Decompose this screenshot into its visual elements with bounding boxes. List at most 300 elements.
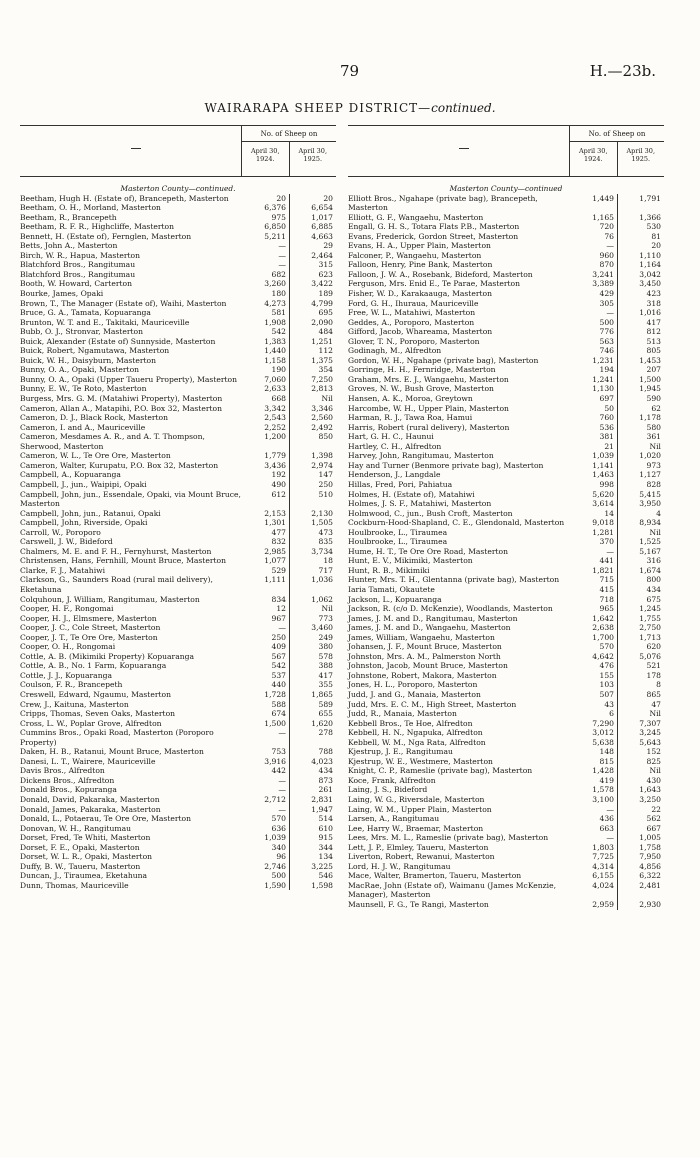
table-row bbox=[348, 241, 664, 251]
table-row bbox=[348, 728, 664, 738]
owner-name: Falloon, Henry, Pine Bank, Masterton bbox=[348, 260, 493, 270]
table-row bbox=[348, 375, 664, 385]
owner-name: James, J. M. and D., Wangaehu, Masterton bbox=[348, 623, 511, 633]
sheep-1924: 6 bbox=[609, 709, 614, 719]
sheep-1924: 3,436 bbox=[264, 460, 286, 470]
sheep-1924: 570 bbox=[599, 642, 614, 652]
owner-name: Campbell, John, Riverside, Opaki bbox=[20, 518, 148, 528]
sheep-1925: 62 bbox=[617, 404, 664, 414]
sheep-1925: 29 bbox=[289, 241, 336, 251]
table-row bbox=[348, 260, 664, 270]
sheep-1924: — bbox=[278, 241, 286, 251]
sheep-1925: 6,885 bbox=[289, 222, 336, 232]
sheep-1924: 967 bbox=[271, 613, 286, 623]
table-row bbox=[20, 203, 336, 213]
owner-name: Betts, John A., Masterton bbox=[20, 241, 118, 251]
sheep-1925: 1,791 bbox=[617, 194, 664, 213]
owner-name: Booth, W. Howard, Carterton bbox=[20, 279, 132, 289]
owner-name: Beetham, R. F. R., Highcliffe, Masterton bbox=[20, 222, 175, 232]
table-row bbox=[348, 404, 664, 414]
owner-name: Cameron, W. L., Te Ore Ore, Masterton bbox=[20, 451, 171, 461]
owner-name: Laing, W. M., Upper Plain, Masterton bbox=[348, 804, 492, 814]
sheep-1924: 250 bbox=[271, 632, 286, 642]
sheep-1924: 1,039 bbox=[592, 451, 614, 461]
sheep-1924: 746 bbox=[599, 346, 614, 356]
table-row bbox=[348, 862, 664, 872]
sheep-1924: 3,260 bbox=[264, 279, 286, 289]
sheep-1925: Nil bbox=[289, 604, 336, 614]
owner-name: Kjestrup, W. E., Westmere, Masterton bbox=[348, 756, 493, 766]
table-row bbox=[20, 661, 336, 671]
sheep-1924: 340 bbox=[271, 842, 286, 852]
sheep-1925: 3,422 bbox=[289, 279, 336, 289]
owner-name: Graham, Mrs. E. J., Wangaehu, Masterton bbox=[348, 374, 509, 384]
sheep-1924: 998 bbox=[599, 479, 614, 489]
sheep-1924: 1,821 bbox=[592, 565, 614, 575]
table-row bbox=[20, 728, 336, 747]
owner-name: Harvey, John, Rangitumau, Masterton bbox=[348, 451, 494, 461]
sheep-1925: 47 bbox=[617, 700, 664, 710]
owner-name: Free, W. L., Matahiwi, Masterton bbox=[348, 308, 476, 318]
sheep-1925: 510 bbox=[289, 490, 336, 509]
table-row bbox=[20, 461, 336, 471]
owner-name: Kebbell, H. N., Ngapuka, Alfredton bbox=[348, 728, 483, 738]
sheep-1924: — bbox=[278, 775, 286, 785]
table-row bbox=[20, 633, 336, 643]
sheep-1924: 718 bbox=[599, 594, 614, 604]
owner-name: Cottle, A. B., No. 1 Farm, Kopuaranga bbox=[20, 661, 167, 671]
sheep-1925: 578 bbox=[289, 652, 336, 662]
sheep-1924: 1,165 bbox=[592, 212, 614, 222]
table-row bbox=[20, 423, 336, 433]
owner-name: Bunny, E. W., Te Roto, Masterton bbox=[20, 384, 147, 394]
sheep-1925: 134 bbox=[289, 852, 336, 862]
sheep-1925: 5,076 bbox=[617, 652, 664, 662]
sheep-1924: 76 bbox=[604, 231, 614, 241]
table-row bbox=[20, 604, 336, 614]
owner-name: Hillas, Fred, Pori, Pahiatua bbox=[348, 479, 453, 489]
table-row bbox=[20, 680, 336, 690]
year-1924-header: April 30, 1924. bbox=[578, 147, 608, 163]
owner-name: Cottle, A. B. (Mikimiki Property) Kopuaranga bbox=[20, 651, 194, 661]
owner-name: Colquhoun, J. William, Rangitumau, Masterton bbox=[20, 594, 200, 604]
owner-name: Johnston, Jacob, Mount Bruce, Masterton bbox=[348, 661, 508, 671]
table-row bbox=[20, 289, 336, 299]
table-row bbox=[20, 642, 336, 652]
sheep-1925: 417 bbox=[617, 318, 664, 328]
sheep-1925: 5,643 bbox=[617, 738, 664, 748]
sheep-1924: 507 bbox=[599, 689, 614, 699]
owner-name: Groves, N. W., Bush Grove, Masterton bbox=[348, 384, 494, 394]
table-row bbox=[20, 337, 336, 347]
sheep-1925: 2,130 bbox=[289, 509, 336, 519]
sheep-1924: 476 bbox=[599, 661, 614, 671]
sheep-1925: 4,799 bbox=[289, 299, 336, 309]
sheep-1924: 1,241 bbox=[592, 374, 614, 384]
table-row bbox=[348, 671, 664, 681]
sheep-1924: 5,211 bbox=[264, 231, 286, 241]
owner-name: Blatchford Bros., Rangitumau bbox=[20, 269, 136, 279]
sheep-1925: 1,947 bbox=[289, 805, 336, 815]
right-column-table bbox=[348, 125, 664, 910]
sheep-1924: 194 bbox=[599, 365, 614, 375]
owner-name: Cameron, Allan A., Matapihi, P.O. Box 32, Masterton bbox=[20, 403, 222, 413]
owner-name: Harman, R. J., Tawa Roa, Hamui bbox=[348, 413, 473, 423]
owner-name: Houlbrooke, L., Tiraumea bbox=[348, 537, 448, 547]
sheep-1924: 529 bbox=[271, 565, 286, 575]
table-row bbox=[20, 308, 336, 318]
sheep-1925: 850 bbox=[289, 432, 336, 451]
sheep-1924: 2,153 bbox=[264, 508, 286, 518]
sheep-1925: 5,415 bbox=[617, 490, 664, 500]
sheep-1924: 2,746 bbox=[264, 861, 286, 871]
sheep-1924: 753 bbox=[271, 747, 286, 757]
sheep-1924: 9,018 bbox=[592, 518, 614, 528]
name-header-dash bbox=[459, 148, 469, 149]
owner-name: Laing, W. G., Riversdale, Masterton bbox=[348, 795, 485, 804]
table-row bbox=[20, 575, 336, 594]
owner-name: Cameron, Mesdames A. R., and A. T. Thompson, Sherwood, Masterton bbox=[20, 432, 205, 451]
sheep-1924: 965 bbox=[599, 604, 614, 614]
owner-name: Beetham, Hugh H. (Estate of), Brancepeth, Masterton bbox=[20, 193, 229, 203]
sheep-1924: 537 bbox=[271, 670, 286, 680]
sheep-1925: 484 bbox=[289, 327, 336, 337]
owner-name: Clarkson, G., Saunders Road (rural mail delivery), Eketahuna bbox=[20, 575, 213, 594]
owner-name: Birch, W. R., Hapua, Masterton bbox=[20, 250, 141, 260]
table-row bbox=[20, 356, 336, 366]
sheep-1925: Nil bbox=[617, 528, 664, 538]
sheep-1925: 354 bbox=[289, 365, 336, 375]
owner-name: Cockburn-Hood-Shapland, C. E., Glendonald, Masterton bbox=[348, 518, 565, 528]
table-row bbox=[20, 614, 336, 624]
sheep-1925: 1,062 bbox=[289, 595, 336, 605]
owner-name: Hunt, R. B., Mikimiki bbox=[348, 565, 430, 575]
owner-name: Buick, W. H., Daisyburn, Masterton bbox=[20, 355, 156, 365]
sheep-1925: 344 bbox=[289, 843, 336, 853]
sheep-1924: 1,700 bbox=[592, 632, 614, 642]
sheep-1925: Nil bbox=[289, 394, 336, 404]
table-row bbox=[348, 337, 664, 347]
sheep-1924: 500 bbox=[599, 317, 614, 327]
sheep-1924: 1,039 bbox=[264, 833, 286, 843]
sheep-1924: 3,012 bbox=[592, 728, 614, 738]
table-row bbox=[20, 843, 336, 853]
sheep-1925: 3,245 bbox=[617, 728, 664, 738]
document-reference: H.—23b. bbox=[589, 62, 656, 80]
sheep-1925: 1,505 bbox=[289, 518, 336, 528]
sheep-1924: — bbox=[606, 546, 614, 556]
owner-name: Burgess, Mrs. G. M. (Matahiwi Property), Masterton bbox=[20, 394, 223, 404]
sheep-1925: 3,450 bbox=[617, 279, 664, 289]
table-row bbox=[20, 881, 336, 891]
table-row bbox=[20, 470, 336, 480]
sheep-1924: 5,620 bbox=[592, 489, 614, 499]
sheep-1925: 3,346 bbox=[289, 404, 336, 414]
table-row bbox=[348, 356, 664, 366]
right-table-header bbox=[348, 125, 664, 177]
sheep-1924: 1,200 bbox=[264, 432, 286, 442]
table-row bbox=[348, 413, 664, 423]
owner-name: Cooper, J. T., Te Ore Ore, Masterton bbox=[20, 632, 158, 642]
sheep-1925: 865 bbox=[617, 690, 664, 700]
sheep-1924: 1,449 bbox=[592, 193, 614, 203]
owner-name: Falloon, J. W. A., Rosebank, Bideford, Masterton bbox=[348, 269, 533, 279]
sheep-1924: 3,916 bbox=[264, 756, 286, 766]
sheep-1925: 4,023 bbox=[289, 757, 336, 767]
table-row bbox=[20, 270, 336, 280]
sheep-1925: 2,481 bbox=[617, 881, 664, 900]
sheep-1925: 2,750 bbox=[617, 623, 664, 633]
table-row bbox=[348, 279, 664, 289]
sheep-1925: 514 bbox=[289, 814, 336, 824]
table-row bbox=[20, 757, 336, 767]
sheep-1924: 1,231 bbox=[592, 355, 614, 365]
table-row bbox=[20, 795, 336, 805]
owner-name: Dorset, W. L. R., Opaki, Masterton bbox=[20, 852, 153, 862]
owner-name: Kebbell Bros., Te Hoe, Alfredton bbox=[348, 718, 473, 728]
sheep-1924: 1,908 bbox=[264, 317, 286, 327]
owner-name: Holmes, H. (Estate of), Matahiwi bbox=[348, 489, 475, 499]
sheep-1925: 7,950 bbox=[617, 852, 664, 862]
sheep-1925: 430 bbox=[617, 776, 664, 786]
owner-name: Elliott Bros., Ngahape (private bag), Brancepeth, Masterton bbox=[348, 193, 538, 213]
sheep-1925: Nil bbox=[617, 709, 664, 719]
table-row bbox=[348, 795, 664, 805]
owner-name: Dunn, Thomas, Mauriceville bbox=[20, 880, 129, 890]
table-row bbox=[348, 308, 664, 318]
owner-name: Cummins Bros., Opaki Road, Masterton (Poroporo Property) bbox=[20, 728, 214, 747]
owner-name: Campbell, John, jun., Ratanui, Opaki bbox=[20, 508, 161, 518]
sheep-1925: 361 bbox=[617, 432, 664, 442]
sheep-1924: 370 bbox=[599, 537, 614, 547]
sheep-1925: 1,366 bbox=[617, 213, 664, 223]
owner-name: Engall, G. H. S., Totara Flats P.B., Masterton bbox=[348, 222, 520, 232]
sheep-1925: 318 bbox=[617, 299, 664, 309]
owner-name: Glover, T. N., Poroporo, Masterton bbox=[348, 336, 480, 346]
sheep-1925: 2,974 bbox=[289, 461, 336, 471]
table-row bbox=[348, 346, 664, 356]
table-row bbox=[348, 566, 664, 576]
sheep-1924: 1,141 bbox=[592, 460, 614, 470]
owner-name: Bunny, O. A., Opaki (Upper Taueru Property), Masterton bbox=[20, 374, 238, 384]
table-row bbox=[20, 776, 336, 786]
owner-name: Hume, H. T., Te Ore Ore Road, Masterton bbox=[348, 546, 508, 556]
sheep-1924: 43 bbox=[604, 699, 614, 709]
table-row bbox=[348, 690, 664, 700]
sheep-1924: — bbox=[606, 308, 614, 318]
owner-name: Elliott, G. F., Wangaehu, Masterton bbox=[348, 212, 484, 222]
left-table-header bbox=[20, 125, 336, 177]
table-row bbox=[348, 318, 664, 328]
title-suffix: continued. bbox=[431, 101, 496, 115]
owner-name: Bennett, H. (Estate of), Fernglen, Masterton bbox=[20, 231, 192, 241]
right-table-body bbox=[348, 177, 664, 910]
owner-name: Harris, Robert (rural delivery), Masterton bbox=[348, 422, 510, 432]
sheep-1924: 975 bbox=[271, 212, 286, 222]
table-row bbox=[20, 871, 336, 881]
sheep-1924: 4,273 bbox=[264, 298, 286, 308]
table-row bbox=[20, 327, 336, 337]
table-row bbox=[20, 490, 336, 509]
sheep-1925: 3,250 bbox=[617, 795, 664, 805]
table-row bbox=[348, 470, 664, 480]
owner-name: Ferguson, Mrs. Enid E., Te Parae, Masterton bbox=[348, 279, 521, 289]
year-1925-header: April 30, 1925. bbox=[289, 142, 337, 176]
sheep-1925: 2,090 bbox=[289, 318, 336, 328]
page-number: 79 bbox=[340, 62, 360, 80]
sheep-1925: 2,831 bbox=[289, 795, 336, 805]
owner-name: Bourke, James, Opaki bbox=[20, 289, 104, 299]
sheep-1924: 381 bbox=[599, 432, 614, 442]
sheep-1924: 715 bbox=[599, 575, 614, 585]
table-row bbox=[348, 528, 664, 538]
sheep-1925: 6,654 bbox=[289, 203, 336, 213]
sheep-1925: 1,500 bbox=[617, 375, 664, 385]
table-row bbox=[348, 423, 664, 433]
sheep-1925: 8 bbox=[617, 680, 664, 690]
sheep-1925: Nil bbox=[617, 766, 664, 776]
table-row bbox=[20, 384, 336, 394]
sheep-1924: 2,543 bbox=[264, 413, 286, 423]
sheep-1924: — bbox=[278, 785, 286, 795]
section-heading: Masterton County—continued bbox=[449, 184, 563, 193]
table-row bbox=[20, 785, 336, 795]
owner-name: Lees, Mrs. M. L., Rameslie (private bag), Masterton bbox=[348, 833, 549, 843]
table-row bbox=[348, 623, 664, 633]
sheep-1925: 8,934 bbox=[617, 518, 664, 528]
sheep-1925: 667 bbox=[617, 824, 664, 834]
sheep-1924: — bbox=[606, 804, 614, 814]
table-row bbox=[20, 537, 336, 547]
table-row bbox=[348, 213, 664, 223]
sheep-1925: 1,110 bbox=[617, 251, 664, 261]
sheep-1924: 192 bbox=[271, 470, 286, 480]
owner-name: Ford, G. H., Ihuraua, Mauriceville bbox=[348, 298, 479, 308]
sheep-1924: — bbox=[606, 241, 614, 251]
owner-name: Coulson, F. R., Brancepeth bbox=[20, 680, 123, 690]
sheep-1925: 589 bbox=[289, 700, 336, 710]
sheep-1925: 1,005 bbox=[617, 833, 664, 843]
sheep-1925: 620 bbox=[617, 642, 664, 652]
sheep-1925: 380 bbox=[289, 642, 336, 652]
name-column-header bbox=[20, 126, 242, 176]
sheep-1925: 1,164 bbox=[617, 260, 664, 270]
owner-name: Donald, James, Pakaraka, Masterton bbox=[20, 804, 161, 814]
table-row bbox=[20, 556, 336, 566]
sheep-1924: 6,850 bbox=[264, 222, 286, 232]
owner-name: Hunt, E. V., Mikimiki, Masterton bbox=[348, 556, 473, 566]
sheep-1924: 2,252 bbox=[264, 422, 286, 432]
owner-name: Cooper, H. F., Rongomai bbox=[20, 604, 114, 614]
owner-name: Hay and Turner (Benmore private bag), Masterton bbox=[348, 460, 544, 470]
table-row bbox=[20, 279, 336, 289]
sheep-1924: 870 bbox=[599, 260, 614, 270]
sheep-1924: 570 bbox=[271, 814, 286, 824]
owner-name: Cameron, Walter, Kurupatu, P.O. Box 32, Masterton bbox=[20, 460, 219, 470]
sheep-1924: 21 bbox=[604, 441, 614, 451]
sheep-1925: 3,734 bbox=[289, 547, 336, 557]
table-row bbox=[20, 709, 336, 719]
sheep-1925: 546 bbox=[289, 871, 336, 881]
owner-name: Donald, David, Pakaraka, Masterton bbox=[20, 795, 160, 804]
sheep-1925: 147 bbox=[289, 470, 336, 480]
table-row bbox=[20, 375, 336, 385]
owner-name: Henderson, J., Langdale bbox=[348, 470, 441, 480]
table-row bbox=[348, 881, 664, 900]
table-row bbox=[20, 432, 336, 451]
sheep-1924: 429 bbox=[599, 289, 614, 299]
sheep-1925: 590 bbox=[617, 394, 664, 404]
owner-name: Beetham, R., Brancepeth bbox=[20, 212, 117, 222]
table-row bbox=[348, 852, 664, 862]
owner-name: Cripps, Thomas, Seven Oaks, Masterton bbox=[20, 709, 176, 719]
sheep-1925: 355 bbox=[289, 680, 336, 690]
sheep-1925: 828 bbox=[617, 480, 664, 490]
owner-name: Hunter, Mrs. T. H., Glentanna (private bag), Masterton bbox=[348, 575, 560, 585]
owner-name: Mace, Walter, Bramerton, Taueru, Masterton bbox=[348, 871, 522, 881]
sheep-1924: 96 bbox=[276, 852, 286, 862]
table-row bbox=[348, 299, 664, 309]
sheep-1924: 567 bbox=[271, 651, 286, 661]
owner-name: Godinagh, M., Alfredton bbox=[348, 346, 442, 356]
table-row bbox=[348, 289, 664, 299]
sheep-1924: 1,779 bbox=[264, 451, 286, 461]
sheep-1925: 610 bbox=[289, 824, 336, 834]
owner-name: Gifford, Jacob, Whareama, Masterton bbox=[348, 327, 493, 337]
sheep-1925: 1,453 bbox=[617, 356, 664, 366]
table-row bbox=[20, 566, 336, 576]
sheep-1925: 6,322 bbox=[617, 871, 664, 881]
owner-name: Davis Bros., Alfredton bbox=[20, 766, 105, 776]
sheep-1925: 2,560 bbox=[289, 413, 336, 423]
table-row bbox=[348, 642, 664, 652]
table-row bbox=[348, 680, 664, 690]
table-row bbox=[348, 518, 664, 528]
sheep-1925: 3,460 bbox=[289, 623, 336, 633]
sheep-1924: 834 bbox=[271, 594, 286, 604]
owner-name: James, William, Wangaehu, Masterton bbox=[348, 632, 495, 642]
sheep-1924: 436 bbox=[599, 814, 614, 824]
table-row bbox=[348, 900, 664, 910]
owner-name: Judd, R., Manaia, Masterton bbox=[348, 709, 457, 719]
owner-name: Brown, T., The Manager (Estate of), Waihi, Masterton bbox=[20, 298, 227, 308]
owner-name: Brunton, W. T. and E., Takitaki, Mauriceville bbox=[20, 317, 190, 327]
owner-name: Cross, L. W., Poplar Grove, Alfredton bbox=[20, 718, 162, 728]
sheep-1924: 674 bbox=[271, 709, 286, 719]
table-row bbox=[20, 747, 336, 757]
owner-name: Evans, H. A., Upper Plain, Masterton bbox=[348, 241, 491, 251]
table-row bbox=[348, 652, 664, 662]
owner-name: Falconer, P., Wangaehu, Masterton bbox=[348, 250, 482, 260]
sheep-1925: 835 bbox=[289, 537, 336, 547]
table-row bbox=[348, 270, 664, 280]
table-row bbox=[20, 251, 336, 261]
sheep-1924: 6,376 bbox=[264, 203, 286, 213]
owner-name: Kjestrup, J. E., Rangitumau bbox=[348, 747, 453, 757]
table-row bbox=[20, 852, 336, 862]
table-row bbox=[348, 509, 664, 519]
sheep-1924: — bbox=[278, 804, 286, 814]
sheep-1925: 717 bbox=[289, 566, 336, 576]
table-row bbox=[348, 776, 664, 786]
sheep-1925: 2,930 bbox=[617, 900, 664, 910]
sheep-1924: 542 bbox=[271, 327, 286, 337]
sheep-1925: 7,307 bbox=[617, 719, 664, 729]
sheep-1924: 1,111 bbox=[264, 575, 286, 585]
owner-name: Larsen, A., Rangitumau bbox=[348, 814, 440, 824]
owner-name: Holmes, J. S. F., Matahiwi, Masterton bbox=[348, 499, 492, 509]
sheep-1925: 773 bbox=[289, 614, 336, 624]
